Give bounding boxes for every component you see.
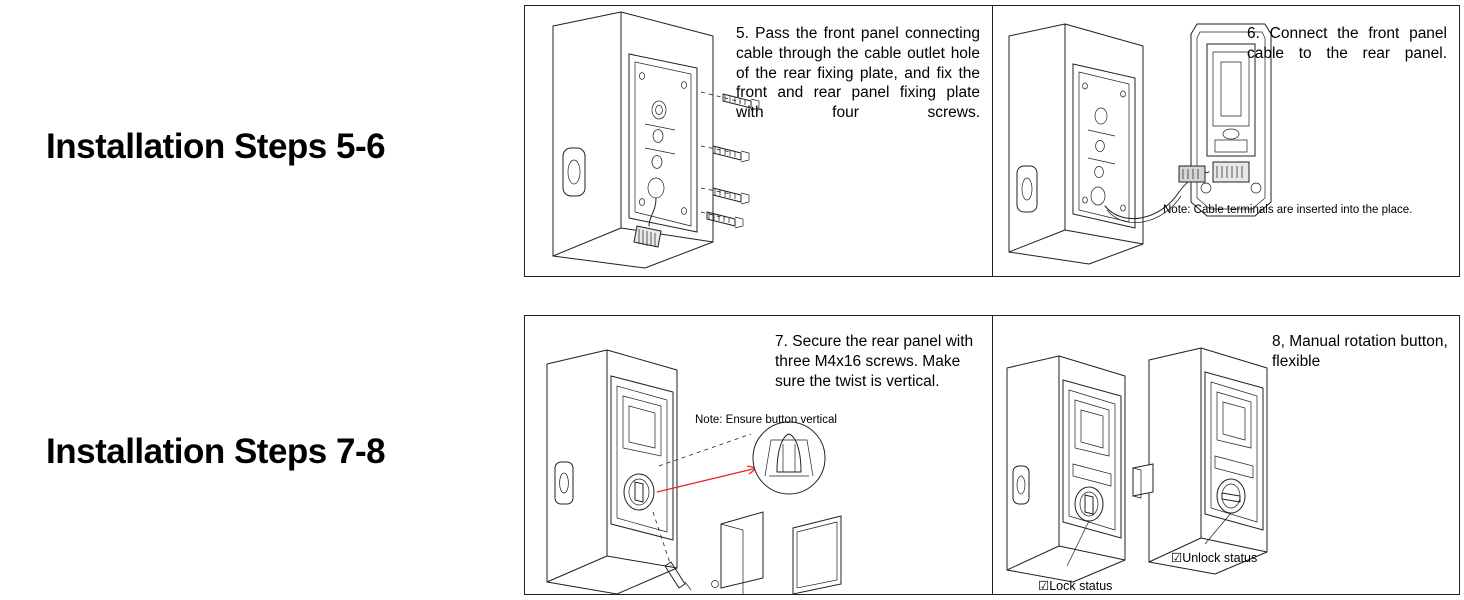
step-6-note: Note: Cable terminals are inserted into the place. xyxy=(1163,204,1413,216)
steps-5-6-panel xyxy=(524,5,1460,277)
step-7-note: Note: Ensure button vertical xyxy=(695,414,837,426)
step-8-text: 8, Manual rotation button, flexible xyxy=(1272,333,1448,370)
step-6-text: 6. Connect the front panel cable to the rear panel. xyxy=(1247,25,1447,62)
lock-status-label: ☑Lock status xyxy=(1038,579,1113,593)
step-7-text: 7. Secure the rear panel with three M4x16 screws. Make sure the twist is vertical. xyxy=(775,333,974,390)
section-label-steps-7-8: Installation Steps 7-8 xyxy=(46,432,386,471)
step-5-text: 5. Pass the front panel connecting cable through the cable outlet hole of the rear fixing plate, and fix the front and rear panel fixing plate with four screws. xyxy=(736,25,980,122)
section-label-steps-5-6: Installation Steps 5-6 xyxy=(46,127,386,166)
unlock-status-label: ☑Unlock status xyxy=(1171,551,1258,565)
step-5-cell xyxy=(525,6,992,276)
step-6-cell xyxy=(992,6,1459,276)
